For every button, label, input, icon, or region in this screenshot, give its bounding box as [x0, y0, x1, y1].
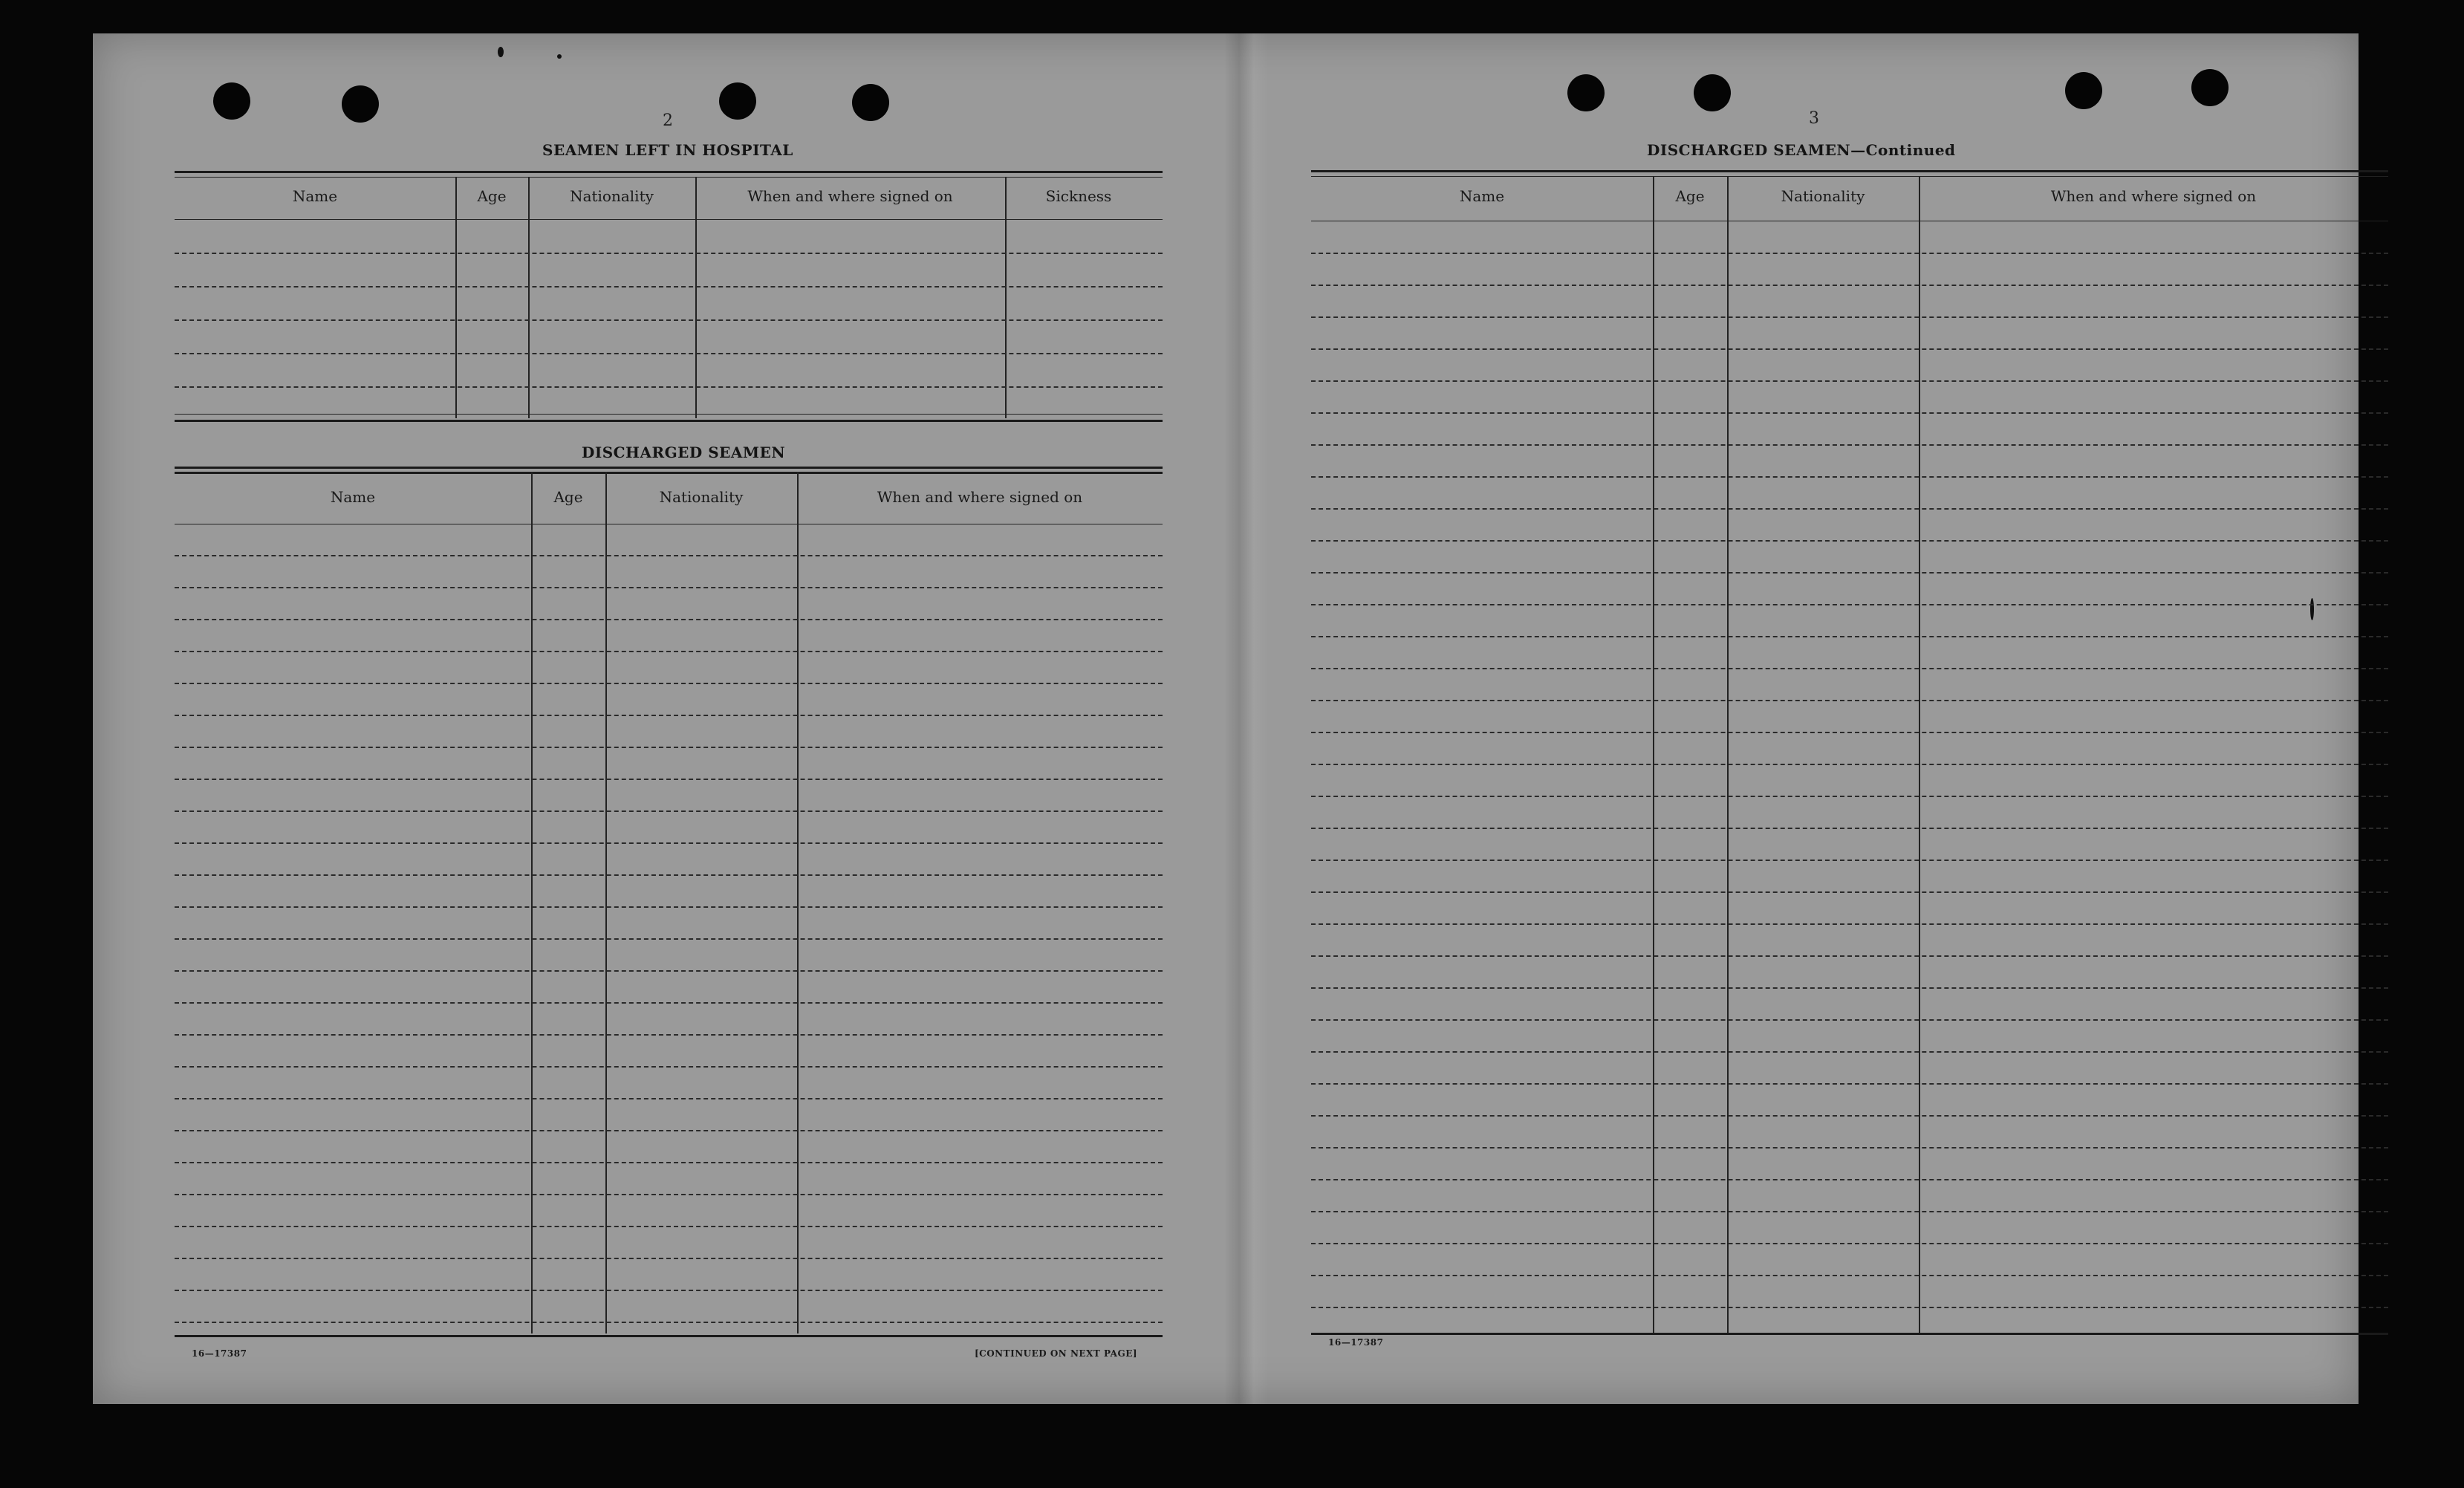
ink-speck — [2310, 598, 2314, 620]
table-row-line — [175, 810, 1163, 812]
punch-hole — [213, 82, 250, 120]
table-top-rule — [1311, 170, 2388, 172]
table-row-line — [1311, 923, 2388, 925]
punch-hole — [2191, 69, 2229, 106]
table-row-line — [1311, 540, 2388, 542]
page-number: 3 — [1809, 109, 1819, 128]
table-row-line — [1311, 285, 2388, 286]
table-row-line — [1311, 700, 2388, 701]
section-title-discharged-seamen: DISCHARGED SEAMEN — [582, 444, 786, 461]
column-header-when-where-signed-on: When and where signed on — [2050, 187, 2257, 205]
table-row-line — [1311, 508, 2388, 510]
table-row-line — [175, 353, 1163, 354]
table-row-line — [1311, 668, 2388, 669]
punch-hole — [2065, 72, 2102, 109]
table-row-line — [1311, 828, 2388, 829]
punch-hole — [719, 82, 756, 120]
table-row-line — [1311, 1211, 2388, 1212]
table-row-line — [1311, 316, 2388, 318]
table-top-rule — [175, 177, 1163, 178]
table-row-line — [1311, 1147, 2388, 1149]
table-row-line — [1311, 860, 2388, 861]
column-divider — [531, 472, 533, 1333]
table-row-line — [175, 1002, 1163, 1004]
table-row-line — [175, 1066, 1163, 1068]
table-row-line — [175, 1226, 1163, 1227]
table-row-line — [175, 906, 1163, 908]
column-divider — [455, 177, 457, 418]
form-number: 16—17387 — [192, 1348, 247, 1359]
table-row-line — [1311, 1179, 2388, 1180]
table-row-line — [175, 715, 1163, 716]
table-row-line — [175, 1258, 1163, 1259]
column-header-age: Age — [553, 488, 583, 506]
table-row-line — [175, 555, 1163, 556]
column-header-age: Age — [477, 187, 507, 205]
continued-on-next-page-note: [CONTINUED ON NEXT PAGE] — [975, 1348, 1138, 1359]
column-header-name: Name — [292, 187, 338, 205]
table-row-line — [1311, 732, 2388, 733]
table-row-line — [175, 619, 1163, 620]
table-row-line — [175, 1290, 1163, 1291]
punch-hole — [852, 84, 889, 121]
table-top-rule — [1311, 176, 2388, 177]
ink-speck — [498, 47, 504, 57]
column-divider — [528, 177, 530, 418]
form-number: 16—17387 — [1328, 1337, 1384, 1348]
table-bottom-rule — [175, 420, 1163, 422]
header-underline — [175, 219, 1163, 220]
table-row-line — [175, 1162, 1163, 1163]
table-row-line — [1311, 1275, 2388, 1276]
table-row-line — [175, 970, 1163, 972]
section-title-seamen-left-in-hospital: SEAMEN LEFT IN HOSPITAL — [542, 141, 793, 159]
table-row-line — [1311, 348, 2388, 350]
column-divider — [695, 177, 697, 418]
punch-hole — [1567, 74, 1605, 111]
page-fold — [1224, 33, 1269, 1404]
table-row-line — [175, 386, 1163, 388]
table-row-line — [1311, 444, 2388, 446]
table-row-line — [1311, 604, 2388, 605]
table-row-line — [1311, 476, 2388, 478]
table-row-line — [1311, 1051, 2388, 1053]
table-row-line — [1311, 253, 2388, 254]
table-row-line — [175, 938, 1163, 940]
table-row-line — [175, 747, 1163, 748]
page-number: 2 — [663, 111, 673, 130]
column-header-nationality: Nationality — [659, 488, 744, 506]
table-row-line — [175, 1194, 1163, 1195]
table-row-line — [1311, 380, 2388, 382]
table-row-line — [1311, 1019, 2388, 1021]
table-row-line — [1311, 1243, 2388, 1244]
table-row-line — [1311, 987, 2388, 989]
column-divider — [605, 472, 607, 1333]
table-row-line — [175, 683, 1163, 684]
table-row-line — [1311, 891, 2388, 893]
punch-hole — [342, 85, 379, 123]
column-header-nationality: Nationality — [570, 187, 654, 205]
table-row-line — [175, 1034, 1163, 1036]
table-top-rule — [175, 171, 1163, 173]
column-divider — [1005, 177, 1007, 418]
document-sheet — [93, 33, 2359, 1404]
column-header-when-where-signed-on: When and where signed on — [877, 488, 1083, 506]
table-row-line — [1311, 955, 2388, 957]
table-bottom-rule — [175, 414, 1163, 415]
column-header-when-where-signed-on: When and where signed on — [747, 187, 953, 205]
table-row-line — [1311, 1083, 2388, 1085]
table-row-line — [175, 651, 1163, 652]
table-row-line — [1311, 572, 2388, 574]
table-row-line — [175, 286, 1163, 287]
table-row-line — [1311, 636, 2388, 637]
table-row-line — [175, 842, 1163, 844]
table-top-rule — [175, 472, 1163, 474]
table-row-line — [175, 1130, 1163, 1131]
column-header-name: Name — [1459, 187, 1505, 205]
table-row-line — [1311, 1307, 2388, 1308]
column-header-nationality: Nationality — [1781, 187, 1865, 205]
ink-speck — [557, 54, 562, 59]
table-row-line — [175, 319, 1163, 321]
table-row-line — [175, 253, 1163, 254]
section-title-discharged-seamen-continued: DISCHARGED SEAMEN—Continued — [1647, 141, 1956, 159]
table-bottom-rule — [175, 1335, 1163, 1337]
table-row-line — [1311, 1115, 2388, 1117]
column-header-sickness: Sickness — [1045, 187, 1112, 205]
column-divider — [797, 472, 799, 1333]
column-header-name: Name — [330, 488, 376, 506]
table-row-line — [1311, 412, 2388, 414]
table-bottom-rule — [1311, 1333, 2388, 1335]
table-row-line — [175, 1098, 1163, 1099]
column-header-age: Age — [1675, 187, 1705, 205]
table-row-line — [1311, 764, 2388, 765]
table-row-line — [175, 587, 1163, 588]
table-row-line — [175, 779, 1163, 780]
table-top-rule — [175, 467, 1163, 469]
table-row-line — [175, 874, 1163, 876]
table-row-line — [1311, 796, 2388, 797]
punch-hole — [1694, 74, 1731, 111]
table-row-line — [175, 1322, 1163, 1323]
